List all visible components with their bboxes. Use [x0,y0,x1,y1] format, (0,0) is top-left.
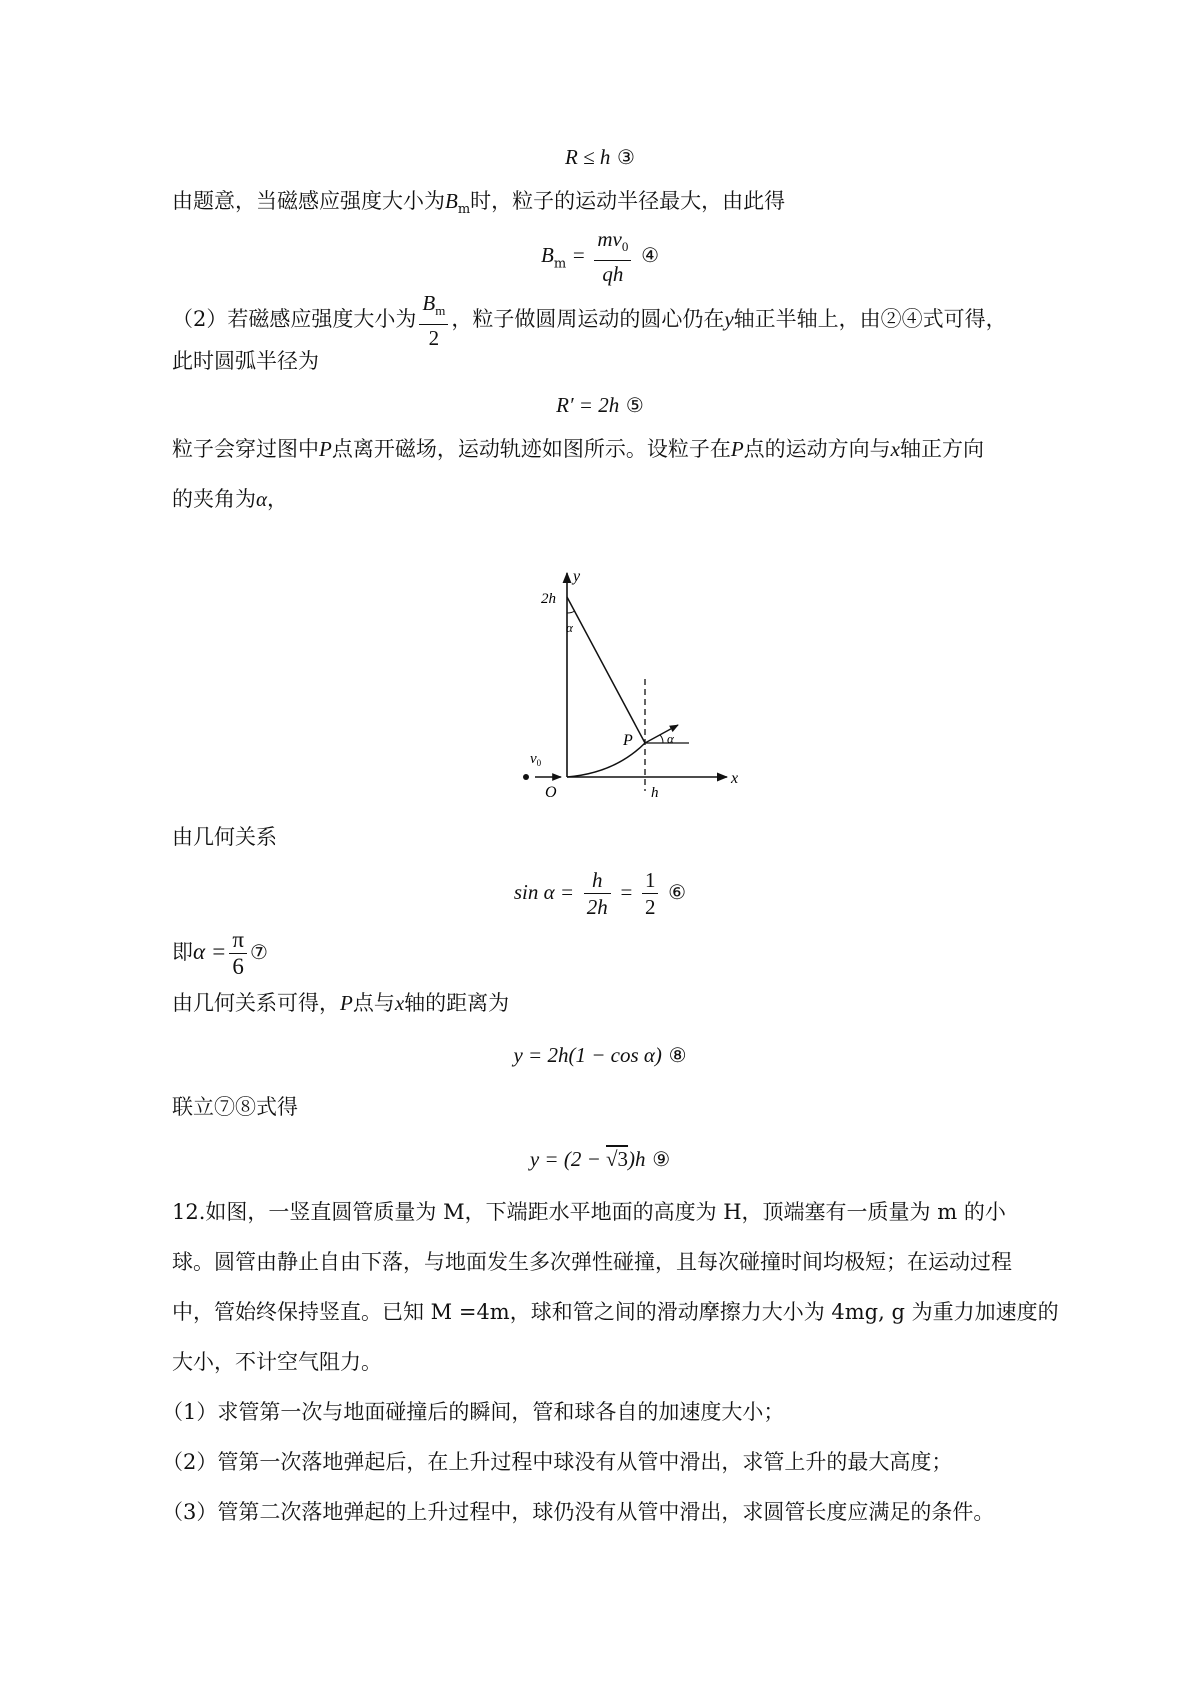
equation-6 [0,864,1200,920]
equation-8 [0,1040,1200,1070]
equation-4-number: ④ [641,243,659,268]
traj-c: 点的运动方向与 [743,437,891,461]
traj-p2: P [730,437,744,461]
eq9-b: )h [628,1147,646,1171]
traj2-b: ， [267,487,289,511]
equation-9 [0,1144,1200,1174]
question-12-sub-3: （3）管第二次落地弹起的上升过程中，球仍没有从管中滑出，求圆管长度应满足的条件。 [162,1500,995,1524]
paragraph-part-2-continued: 此时圆弧半径为 [172,349,319,373]
part-2-var: y [724,307,734,332]
eq4-denominator: qh [602,262,624,287]
dist-p: P [340,991,353,1015]
eq6-equals: = [620,880,633,904]
eq4-numerator: mv [597,227,622,251]
part-2-mid: ，粒子做圆周运动的圆心仍在 [451,307,725,332]
bm-subscript: m [457,202,471,218]
part-2-pre: （2）若磁感应强度大小为 [172,307,417,332]
paragraph-trajectory-continued [172,484,1052,514]
eq6-fraction-1 [584,867,611,920]
paragraph-distance [172,988,1052,1018]
paragraph-trajectory [172,434,1052,464]
question-12-line-4: 大小，不计空气阻力。 [172,1350,382,1374]
equation-5 [0,390,1200,420]
eq6-lhs: sin α = [513,880,575,904]
part-2-frac-denominator: 2 [428,326,440,351]
question-12-line-1: 12.如图，一竖直圆管质量为 M，下端距水平地面的高度为 H，顶端塞有一质量为 m 的小 [172,1200,1006,1224]
eq9-root: √3 [606,1147,629,1171]
label-h: h [651,785,659,801]
question-12-line-2: 球。圆管由静止自由下落，与地面发生多次弹性碰撞，且每次碰撞时间均极短；在运动过程 [172,1250,1012,1274]
label-v: v [530,751,537,767]
eq4-fraction [594,226,631,287]
dist-a: 由几何关系可得， [172,991,340,1015]
alpha-arc-p [660,735,663,743]
traj-x: x [890,437,900,461]
eq6-f1-num: h [584,867,611,894]
traj2-alpha: α [256,487,268,511]
equation-8-math: y = 2h(1 − cos α) [513,1043,662,1067]
part-2-post: 轴正半轴上，由②④式可得， [733,307,1007,332]
label-o: O [545,784,557,801]
eq4-lhs: B [541,243,554,268]
eq6-fraction-2 [642,867,659,920]
traj2-a: 的夹角为 [172,487,256,511]
equation-7 [172,924,1052,980]
paragraph-bm-pre: 由题意，当磁感应强度大小为 [172,189,445,213]
bm-symbol: B [445,189,458,213]
traj-d: 轴正方向 [899,437,984,461]
eq9-a: y = (2 − [529,1147,606,1171]
question-12-sub-1: （1）求管第一次与地面碰撞后的瞬间，管和球各自的加速度大小； [162,1400,785,1424]
dist-c: 轴的距离为 [404,991,510,1015]
traj-p: P [319,437,332,461]
equation-7-number: ⑦ [249,940,268,964]
equation-9-number: ⑨ [652,1147,671,1171]
trajectory-arc [567,743,645,777]
radius-line [567,597,645,743]
question-12-sub-2: （2）管第一次落地弹起后，在上升过程中球没有从管中滑出，求管上升的最大高度； [162,1450,953,1474]
label-alpha-top: α [566,620,573,635]
eq4-equals: = [572,243,585,268]
part-2-frac-numerator: B [422,291,436,315]
label-p: P [623,732,633,749]
part-2-frac-numerator-sub: m [435,303,446,319]
equation-8-number: ⑧ [668,1043,687,1067]
label-y: y [573,568,581,585]
dist-x: x [394,991,405,1015]
paragraph-geometry: 由几何关系 [172,825,277,849]
traj-a: 粒子会穿过图中 [172,437,319,461]
eq7-den: 6 [232,953,244,979]
eq4-lhs-sub: m [553,256,567,272]
eq6-f2-num: 1 [642,867,659,894]
paragraph-bm-post: 时，粒子的运动半径最大，由此得 [470,189,786,213]
eq7-fraction [229,927,247,980]
equation-6-number: ⑥ [668,880,687,904]
equation-4 [0,226,1200,291]
label-2h: 2h [541,591,556,607]
particle-dot [523,774,529,780]
svg-text:v0 [530,751,542,768]
trajectory-figure [505,565,745,805]
eq7-num: π [229,927,247,954]
eq7-pre: 即 [172,940,193,964]
eq4-numerator-sub: 0 [621,239,629,255]
label-x: x [731,770,739,787]
equation-3-number: ③ [617,145,635,169]
label-alpha-right: α [667,731,674,746]
traj-b: 点离开磁场，运动轨迹如图所示。设粒子在 [331,437,731,461]
label-v-sub: 0 [536,758,542,768]
alpha-arc-top [567,611,575,613]
equation-5-math: R′ = 2h [556,393,620,417]
part-2-fraction [419,290,448,351]
question-12-line-3: 中，管始终保持竖直。已知 M =4m，球和管之间的滑动摩擦力大小为 4mg, g 为重力加速度的 [172,1300,1059,1324]
eq6-f2-den: 2 [644,895,656,919]
equation-3 [0,142,1200,172]
paragraph-bm [172,186,1052,225]
dist-b: 点与 [352,991,395,1015]
equation-3-math: R ≤ h [565,145,611,169]
eq6-f1-den: 2h [586,895,608,919]
eq7-lhs: α = [193,939,227,964]
paragraph-part-2 [172,290,1052,351]
paragraph-combine: 联立⑦⑧式得 [172,1095,298,1119]
equation-5-number: ⑤ [625,393,644,417]
